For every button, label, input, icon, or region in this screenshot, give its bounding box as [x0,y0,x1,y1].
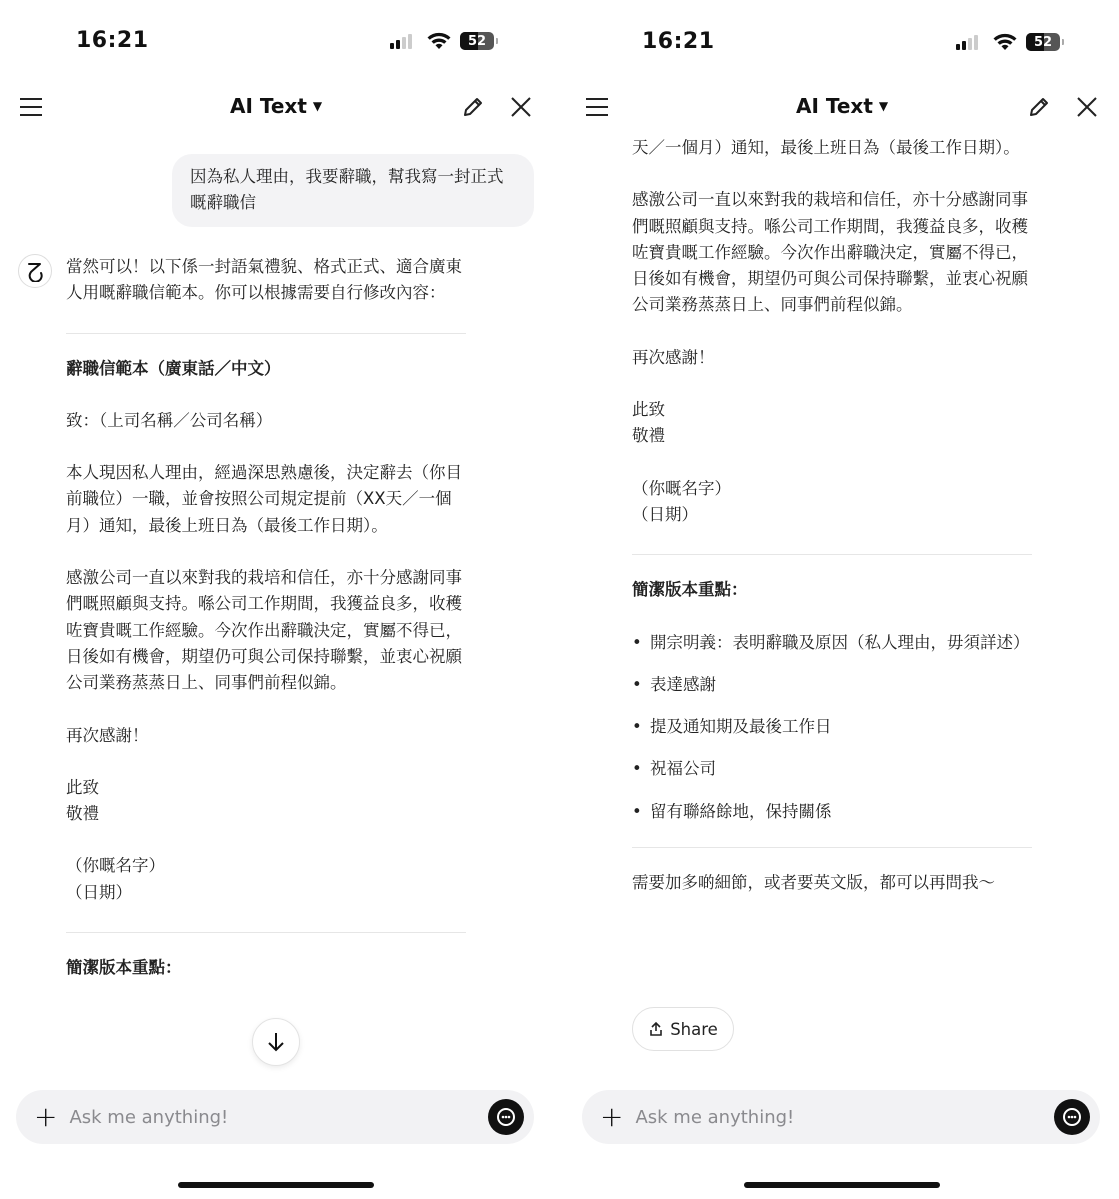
status-icons [956,32,1060,52]
menu-icon[interactable] [18,94,44,120]
summary-heading: 簡潔版本重點： [66,958,182,978]
battery-icon: 52 [460,32,494,50]
pencil-icon[interactable] [1026,94,1052,120]
divider [66,333,466,334]
status-time: 16:21 [76,28,149,53]
header-title: AI Text [230,94,307,118]
share-button[interactable] [632,1007,734,1051]
list-item: • 留有聯絡餘地，保持關係 [632,799,1032,825]
closing-line-1: 此致 [66,777,99,797]
signature-date: （日期） [632,504,698,524]
voice-chat-icon[interactable] [1054,1099,1090,1135]
letter-salutation: 致：（上司名稱／公司名稱） [66,410,273,430]
signal-icon [390,33,418,49]
header-title: AI Text [796,94,873,118]
list-item: • 開宗明義：表明辭職及原因（私人理由，毋須詳述） [632,630,1032,656]
caret-down-icon: ▼ [312,99,323,113]
pencil-icon[interactable] [460,94,486,120]
list-item: • 提及通知期及最後工作日 [632,714,1032,740]
model-selector[interactable] [796,94,888,118]
signature-date: （日期） [66,882,132,902]
chat-input[interactable]: Ask me anything! [69,1106,229,1128]
ai-intro: 當然可以！以下係一封語氣禮貌、格式正式、適合廣東人用嘅辭職信範本。你可以根據需要自行修改內容： [66,257,462,303]
letter-paragraph-1: 本人現因私人理由，經過深思熟慮後，決定辭去（你目前職位）一職，並會按照公司規定提前（XX天／一個月）通知，最後上班日為（最後工作日期）。 [66,463,462,535]
home-indicator [744,1182,940,1188]
divider [632,847,1032,848]
chat-input-bar [16,1090,534,1144]
letter-signature [66,853,466,906]
chat-input[interactable]: Ask me anything! [635,1106,795,1128]
caret-down-icon: ▼ [878,99,889,113]
summary-heading: 簡潔版本重點： [632,580,748,600]
home-indicator [178,1182,374,1188]
menu-icon[interactable] [584,94,610,120]
voice-chat-icon[interactable] [488,1099,524,1135]
summary-list [632,630,1032,825]
signal-icon [956,34,984,50]
wifi-icon [992,32,1018,52]
chat-input-bar [582,1090,1100,1144]
letter-paragraph-1-tail: 天／一個月）通知，最後上班日為（最後工作日期）。 [632,138,1020,157]
close-icon[interactable] [508,94,534,120]
divider [66,932,466,933]
letter-paragraph-2: 感激公司一直以來對我的栽培和信任，亦十分感謝同事們嘅照顧與支持。喺公司工作期間，我獲益良多，收穫咗寶貴嘅工作經驗。今次作出辭職決定，實屬不得已，日後如有機會，期望仍可與公司保持聯繫，並衷心祝願公司業務蒸蒸日上、同事們前程似錦。 [632,190,1028,315]
status-time: 16:21 [642,29,715,54]
arrow-down-icon [266,1031,286,1053]
letter-signature [632,476,1032,529]
closing-line-2: 敬禮 [66,804,99,824]
letter-heading: 辭職信範本（廣東話／中文） [66,358,281,378]
ai-response [632,135,1032,922]
ai-avatar-icon [18,254,52,288]
share-label: Share [670,1019,718,1039]
phone-screen-left [0,0,550,1199]
signature-name: （你嘅名字） [66,856,165,876]
share-icon [648,1021,664,1037]
letter-closing [66,775,466,828]
letter-thanks: 再次感謝！ [632,347,715,367]
status-icons [390,31,494,51]
plus-icon[interactable]: + [600,1100,624,1133]
divider [632,554,1032,555]
wifi-icon [426,31,452,51]
list-item: • 祝福公司 [632,756,1032,782]
ai-response [66,254,466,1074]
user-message: 因為私人理由，我要辭職，幫我寫一封正式嘅辭職信 [172,154,534,227]
close-icon[interactable] [1074,94,1100,120]
plus-icon[interactable]: + [34,1100,58,1133]
closing-line-2: 敬禮 [632,426,665,446]
scroll-to-bottom-button[interactable] [252,1018,300,1066]
model-selector[interactable] [230,94,322,118]
letter-thanks: 再次感謝！ [66,725,149,745]
list-item: • 表達感謝 [632,672,1032,698]
battery-icon: 52 [1026,33,1060,51]
followup-text: 需要加多啲細節，或者要英文版，都可以再問我～ [632,873,995,893]
closing-line-1: 此致 [632,400,665,420]
signature-name: （你嘅名字） [632,478,731,498]
letter-paragraph-2: 感激公司一直以來對我的栽培和信任，亦十分感謝同事們嘅照顧與支持。喺公司工作期間，我獲益良多，收穫咗寶貴嘅工作經驗。今次作出辭職決定，實屬不得已，日後如有機會，期望仍可與公司保持聯繫，並衷心祝願公司業務蒸蒸日上、同事們前程似錦。 [66,568,462,693]
letter-closing [632,397,1032,450]
